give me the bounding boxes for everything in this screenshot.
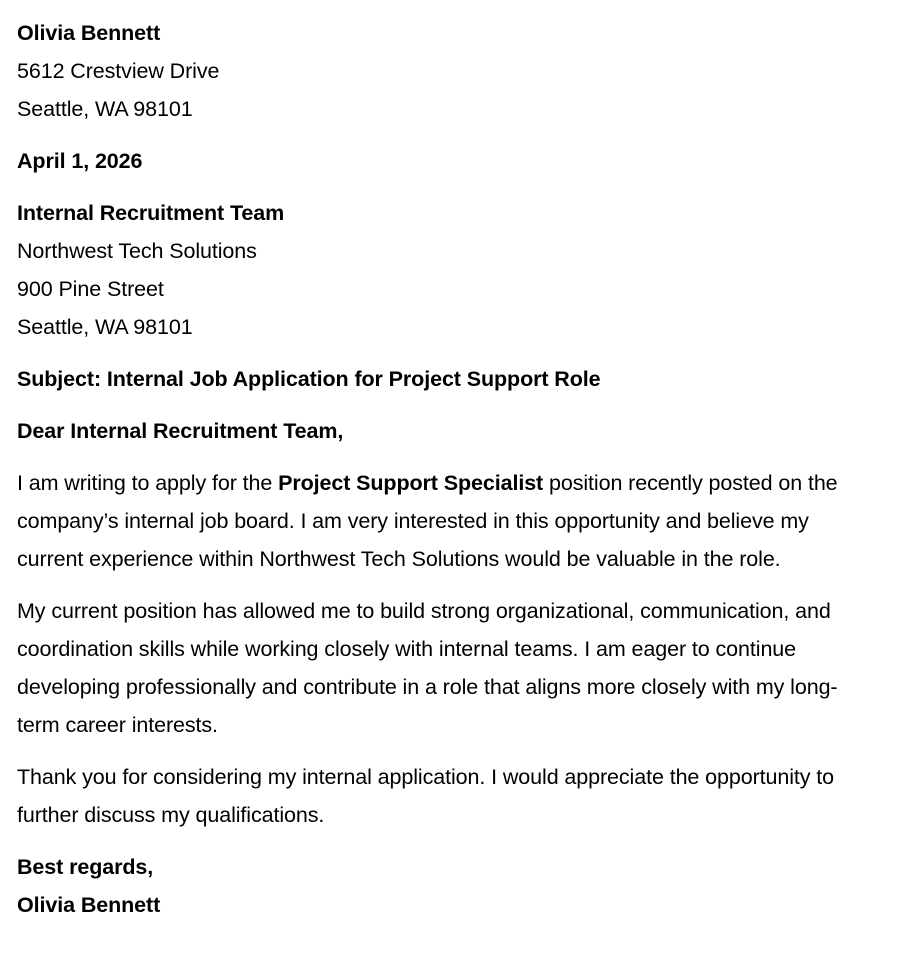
sender-address-block bbox=[17, 14, 866, 128]
recipient-address-block bbox=[17, 194, 866, 346]
body-paragraph-1-lead: I am writing to apply for the bbox=[17, 471, 279, 495]
subject-line: Subject: Internal Job Application for Project Support Role bbox=[17, 367, 601, 391]
closing-block bbox=[17, 848, 866, 924]
subject-block bbox=[17, 360, 866, 398]
sender-name: Olivia Bennett bbox=[17, 21, 161, 45]
body-paragraph-2: My current position has allowed me to build strong organizational, communication, and coordination skills while working closely with internal teams. I am eager to continue developing professionally and contribute in a role that aligns more closely with my long-term career interests. bbox=[17, 599, 838, 737]
letter-date: April 1, 2026 bbox=[17, 149, 143, 173]
salutation: Dear Internal Recruitment Team, bbox=[17, 419, 344, 443]
recipient-team: Internal Recruitment Team bbox=[17, 201, 285, 225]
recipient-street: 900 Pine Street bbox=[17, 277, 164, 301]
recipient-company: Northwest Tech Solutions bbox=[17, 239, 257, 263]
sender-city-state-zip: Seattle, WA 98101 bbox=[17, 97, 193, 121]
body-paragraph-1-rest: position recently posted on the company’s internal job board. I am very interested in this opportunity and believe my current experience within Northwest Tech Solutions would be valuable in the role. bbox=[17, 471, 838, 571]
valediction: Best regards, bbox=[17, 855, 154, 879]
signature-name: Olivia Bennett bbox=[17, 893, 161, 917]
salutation-block bbox=[17, 412, 866, 450]
job-title-emphasis: Project Support Specialist bbox=[278, 471, 544, 495]
body-paragraph-1 bbox=[17, 464, 866, 578]
sender-street: 5612 Crestview Drive bbox=[17, 59, 220, 83]
letter-date-block bbox=[17, 142, 866, 180]
body-paragraph-3: Thank you for considering my internal application. I would appreciate the opportunity to further discuss my qualifications. bbox=[17, 765, 835, 827]
recipient-city-state-zip: Seattle, WA 98101 bbox=[17, 315, 193, 339]
